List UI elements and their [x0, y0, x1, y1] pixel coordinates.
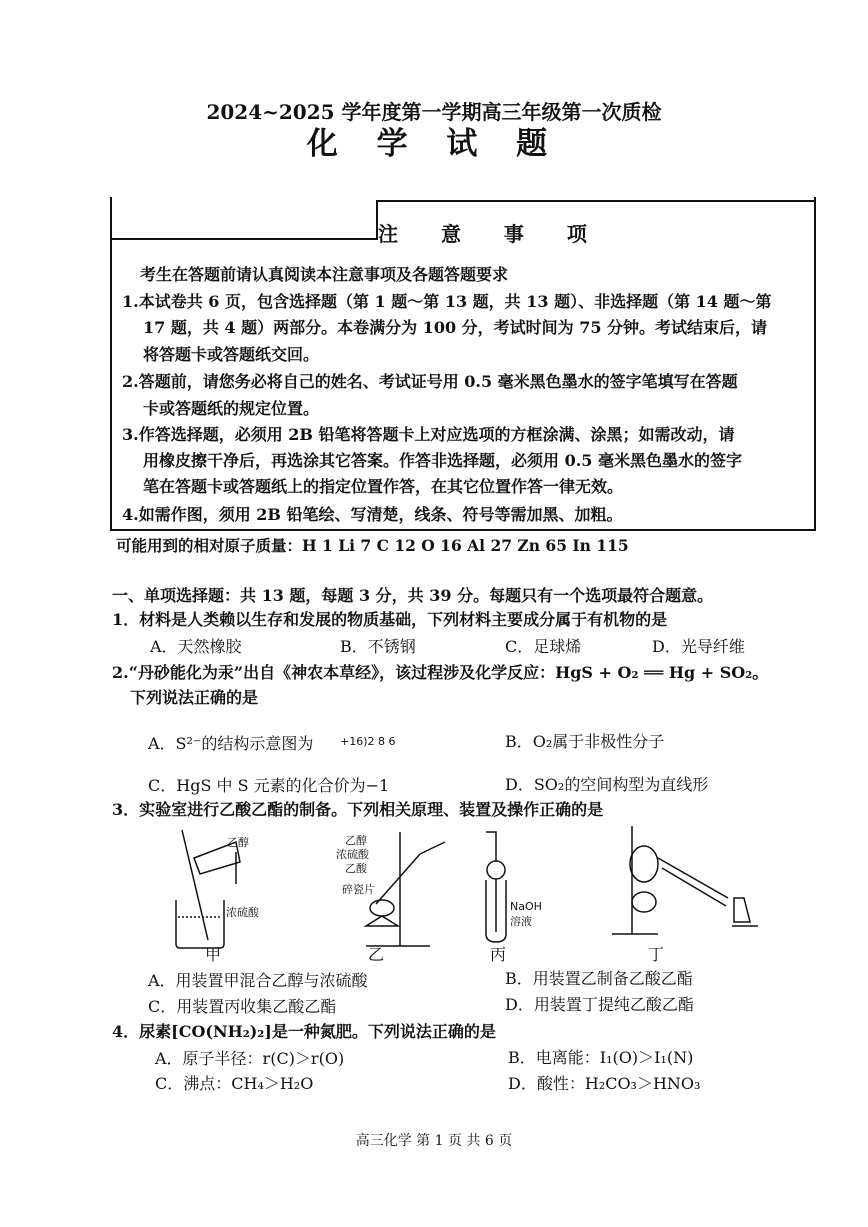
q4-option-c: C．沸点：CH₄＞H₂O	[155, 1074, 314, 1093]
notice-line: 2.答题前，请您务必将自己的姓名、考试证号用 0.5 毫米黑色墨水的签字笔填写在答题	[122, 372, 738, 391]
apparatus-jia-label-ethanol: 乙醇	[227, 836, 249, 849]
question-1-stem: 1．材料是人类赖以生存和发展的物质基础，下列材料主要成分属于有机物的是	[112, 610, 668, 629]
apparatus-yi-label-chips: 碎瓷片	[342, 883, 375, 896]
question-2-stem: 2.“丹砂能化为汞”出自《神农本草经》，该过程涉及化学反应：HgS + O₂ ══ Hg + SO₂。	[112, 663, 769, 682]
notice-title: 注 意 事 项	[378, 222, 605, 246]
q4-option-d: D．酸性：H₂CO₃＞HNO₃	[508, 1074, 701, 1093]
q2-option-d: D．SO₂的空间构型为直线形	[505, 775, 709, 794]
exam-title: 化 学 试 题	[306, 126, 562, 162]
q1-option-a: A．天然橡胶	[150, 637, 242, 656]
apparatus-yi-drawing	[366, 832, 445, 946]
q2-option-c: C．HgS 中 S 元素的化合价为−1	[148, 776, 390, 795]
notice-line: 将答题卡或答题纸交回。	[143, 345, 320, 364]
section-heading: 一、单项选择题：共 13 题，每题 3 分，共 39 分。每题只有一个选项最符合题意。	[112, 586, 714, 605]
apparatus-bing-label-solution: 溶液	[510, 915, 532, 928]
notice-line: 4.如需作图，须用 2B 铅笔绘、写清楚，线条、符号等需加黑、加粗。	[122, 505, 623, 524]
notice-line: 17 题，共 4 题）两部分。本卷满分为 100 分，考试时间为 75 分钟。考试结束后，请	[143, 318, 768, 337]
notice-line: 卡或答题纸的规定位置。	[143, 399, 320, 418]
page-footer: 高三化学 第 1 页 共 6 页	[355, 1133, 513, 1149]
sulfide-ion-structure-diagram: +16)2 8 6	[340, 735, 396, 748]
apparatus-ding-caption: 丁	[648, 945, 665, 964]
q4-option-a: A．原子半径：r(C)＞r(O)	[155, 1049, 345, 1068]
apparatus-yi-label-ethanol: 乙醇	[345, 834, 367, 847]
notice-intro: 考生在答题前请认真阅读本注意事项及各题答题要求	[140, 265, 509, 284]
notice-border-top	[378, 200, 814, 202]
apparatus-jia-caption: 甲	[205, 945, 222, 964]
q1-option-c: C．足球烯	[505, 637, 582, 656]
q3-option-d: D．用装置丁提纯乙酸乙酯	[505, 995, 694, 1014]
q2-option-b: B．O₂属于非极性分子	[505, 732, 665, 751]
q2-option-a: A．S²⁻的结构示意图为	[148, 734, 314, 753]
notice-line: 笔在答题卡或答题纸上的指定位置作答，在其它位置作答一律无效。	[143, 477, 624, 496]
notice-line: 用橡皮擦干净后，再选涂其它答案。作答非选择题，必须用 0.5 毫米黑色墨水的签字	[143, 451, 742, 470]
apparatus-bing-caption: 丙	[490, 945, 507, 964]
notice-line: 3.作答选择题，必须用 2B 铅笔将答题卡上对应选项的方框涂满、涂黑；如需改动，请	[122, 425, 735, 444]
q3-option-a: A．用装置甲混合乙醇与浓硫酸	[148, 971, 368, 990]
q3-option-c: C．用装置丙收集乙酸乙酯	[148, 997, 337, 1016]
apparatus-figures	[160, 822, 820, 962]
q3-option-b: B．用装置乙制备乙酸乙酯	[505, 969, 693, 988]
notice-line: 1.本试卷共 6 页，包含选择题（第 1 题～第 13 题，共 13 题）、非选择题（第 14 题～第	[122, 292, 772, 311]
apparatus-yi-label-acid: 浓硫酸	[336, 848, 369, 861]
q1-option-d: D．光导纤维	[652, 637, 745, 656]
apparatus-jia-label-acid: 浓硫酸	[226, 906, 259, 919]
question-2-stem-2: 下列说法正确的是	[130, 688, 259, 707]
exam-header: 2024~2025 学年度第一学期高三年级第一次质检	[206, 100, 662, 124]
notice-border-tab	[110, 238, 378, 240]
atomic-masses: 可能用到的相对原子质量：H 1 Li 7 C 12 O 16 Al 27 Zn 65 In 115	[116, 536, 629, 555]
q1-option-b: B．不锈钢	[340, 637, 416, 656]
question-4-stem: 4．尿素[CO(NH₂)₂]是一种氮肥。下列说法正确的是	[112, 1022, 496, 1041]
apparatus-bing-drawing	[486, 832, 506, 942]
apparatus-yi-caption: 乙	[368, 945, 385, 964]
apparatus-yi-label-acetic: 乙酸	[345, 862, 367, 875]
apparatus-ding-drawing	[612, 826, 758, 934]
apparatus-bing-label-naoh: NaOH	[510, 900, 542, 913]
q4-option-b: B．电离能：I₁(O)＞I₁(N)	[508, 1048, 694, 1067]
question-3-stem: 3．实验室进行乙酸乙酯的制备。下列相关原理、装置及操作正确的是	[112, 800, 604, 819]
